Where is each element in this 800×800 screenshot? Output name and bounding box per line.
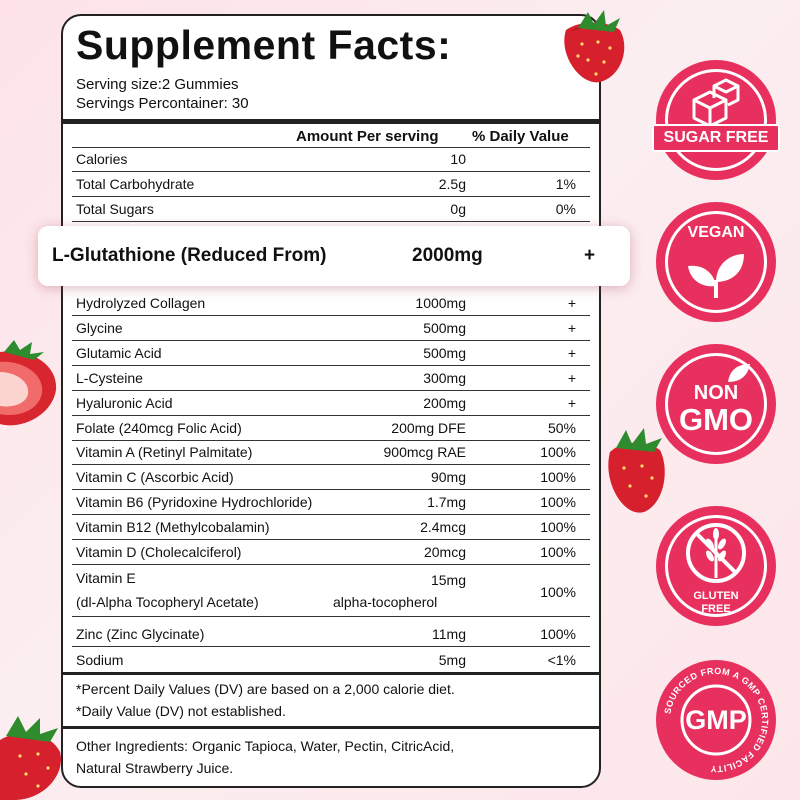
row-amount: 900mcg RAE — [383, 444, 466, 461]
row-amount: 500mg — [423, 344, 466, 361]
row-name: L-Cysteine — [76, 369, 143, 386]
row-dv: + — [567, 295, 576, 311]
vitamin-e-amount-unit: alpha-tocopherol — [333, 594, 438, 610]
gmp-badge — [656, 660, 776, 780]
row-amount: 11mg — [432, 626, 466, 642]
highlight-name: L-Glutathione (Reduced From) — [52, 245, 327, 266]
row-amount: 2.5g — [438, 176, 466, 192]
other-divider — [61, 726, 601, 729]
row-divider — [72, 340, 590, 341]
row-dv: + — [567, 319, 576, 336]
glutathione-highlight — [38, 226, 630, 286]
row-amount: 1000mg — [415, 295, 466, 311]
strawberry-icon — [0, 712, 72, 800]
row-divider — [72, 489, 590, 490]
facts-title: Supplement Facts: — [76, 22, 452, 68]
row-name: Vitamin A (Retinyl Palmitate) — [76, 444, 253, 461]
row-divider — [72, 464, 590, 465]
row-name: Vitamin C (Ascorbic Acid) — [76, 469, 234, 486]
row-amount: 200mg — [423, 394, 466, 411]
row-dv: 100% — [540, 544, 576, 560]
vitamin-e-subname: (dl-Alpha Tocopheryl Acetate) — [76, 594, 259, 610]
row-amount: 20mcg — [423, 544, 466, 560]
row-divider — [72, 564, 590, 565]
footnote-dv: *Percent Daily Values (DV) are based on a 2,000 calorie diet. — [76, 681, 455, 697]
row-name: Calories — [76, 151, 128, 167]
free-label: FREE — [701, 603, 731, 615]
strawberry-half-icon — [0, 338, 62, 430]
gmo-label: GMO — [678, 402, 754, 437]
strawberry-icon — [548, 4, 638, 88]
vegan-badge — [656, 202, 776, 322]
row-dv: + — [567, 344, 576, 361]
vegan-label: VEGAN — [687, 224, 745, 241]
vitamin-e-amount: 15mg — [430, 572, 466, 588]
row-divider — [72, 315, 590, 316]
row-dv: <1% — [547, 652, 576, 668]
row-dv: 100% — [540, 519, 576, 536]
leaf-icon — [686, 246, 746, 300]
row-dv: 50% — [547, 419, 576, 436]
gluten-label: GLUTEN — [693, 590, 739, 602]
row-amount: 1.7mg — [427, 494, 466, 511]
row-divider — [72, 390, 590, 391]
strawberry-icon — [602, 426, 670, 520]
row-name: Folate (240mcg Folic Acid) — [76, 419, 242, 436]
row-dv: 1% — [555, 176, 576, 192]
non-label: NON — [693, 382, 739, 404]
row-dv: + — [567, 369, 576, 386]
row-amount: 90mg — [430, 469, 466, 486]
gmp-ring-text: SOURCED FROM A GMP CERTIFIED FACILITY — [662, 665, 771, 775]
row-divider — [72, 171, 590, 172]
row-name: Hydrolyzed Collagen — [76, 295, 206, 311]
row-divider — [72, 415, 590, 416]
row-name: Total Sugars — [76, 201, 154, 217]
row-dv: 100% — [540, 494, 576, 511]
servings-per-container: Servings Percontainer: 30 — [76, 95, 249, 112]
row-dv: 100% — [540, 469, 576, 486]
highlight-dv: + — [584, 245, 596, 266]
row-divider — [72, 440, 590, 441]
row-amount: 500mg — [423, 319, 466, 336]
row-dv: 100% — [540, 626, 576, 642]
row-amount: 5mg — [438, 652, 466, 668]
row-dv: + — [567, 394, 576, 411]
sugar-free-badge — [656, 60, 776, 180]
col-amount-header: Amount Per serving — [296, 128, 439, 145]
row-name: Total Carbohydrate — [76, 176, 195, 192]
gmp-label: GMP — [685, 705, 747, 735]
footnote-not-established: *Daily Value (DV) not established. — [76, 703, 286, 719]
row-amount: 10 — [450, 151, 466, 167]
row-divider — [72, 365, 590, 366]
sugar-free-label: SUGAR FREE — [663, 129, 769, 146]
vitamin-e-dv: 100% — [540, 584, 576, 600]
row-divider — [72, 514, 590, 515]
row-amount: 0g — [450, 201, 466, 217]
non-gmo-badge — [656, 344, 776, 464]
row-amount: 2.4mcg — [420, 519, 466, 536]
row-name: Zinc (Zinc Glycinate) — [76, 626, 205, 642]
gluten-free-badge — [656, 506, 776, 626]
wheat-icon — [684, 520, 748, 586]
serving-size: Serving size:2 Gummies — [76, 76, 239, 93]
other-ingredients-line1: Other Ingredients: Organic Tapioca, Water, Pectin, CitricAcid, — [76, 738, 455, 754]
row-amount: 200mg DFE — [391, 419, 466, 436]
sugar-cube-icon — [688, 78, 744, 130]
row-name: Vitamin D (Cholecalciferol) — [76, 544, 242, 560]
row-dv: 100% — [540, 444, 576, 461]
other-ingredients-line2: Natural Strawberry Juice. — [76, 760, 234, 776]
row-amount: 300mg — [423, 369, 466, 386]
row-divider — [72, 196, 590, 197]
row-name: Sodium — [76, 652, 124, 668]
row-name: Hyaluronic Acid — [76, 394, 173, 411]
highlight-amount: 2000mg — [412, 245, 483, 266]
row-divider — [72, 646, 590, 647]
row-name: Vitamin B12 (Methylcobalamin) — [76, 519, 270, 536]
thick-divider — [61, 119, 601, 124]
row-divider — [72, 221, 590, 222]
row-name: Glutamic Acid — [76, 344, 162, 361]
row-divider — [72, 539, 590, 540]
col-dv-header: % Daily Value — [472, 128, 569, 145]
row-name: Glycine — [76, 319, 123, 336]
row-dv: 0% — [555, 201, 576, 217]
row-name: Vitamin B6 (Pyridoxine Hydrochloride) — [76, 494, 313, 511]
leaf-icon — [726, 362, 752, 384]
vitamin-e-name: Vitamin E — [76, 570, 136, 586]
footnote-divider — [61, 672, 601, 675]
